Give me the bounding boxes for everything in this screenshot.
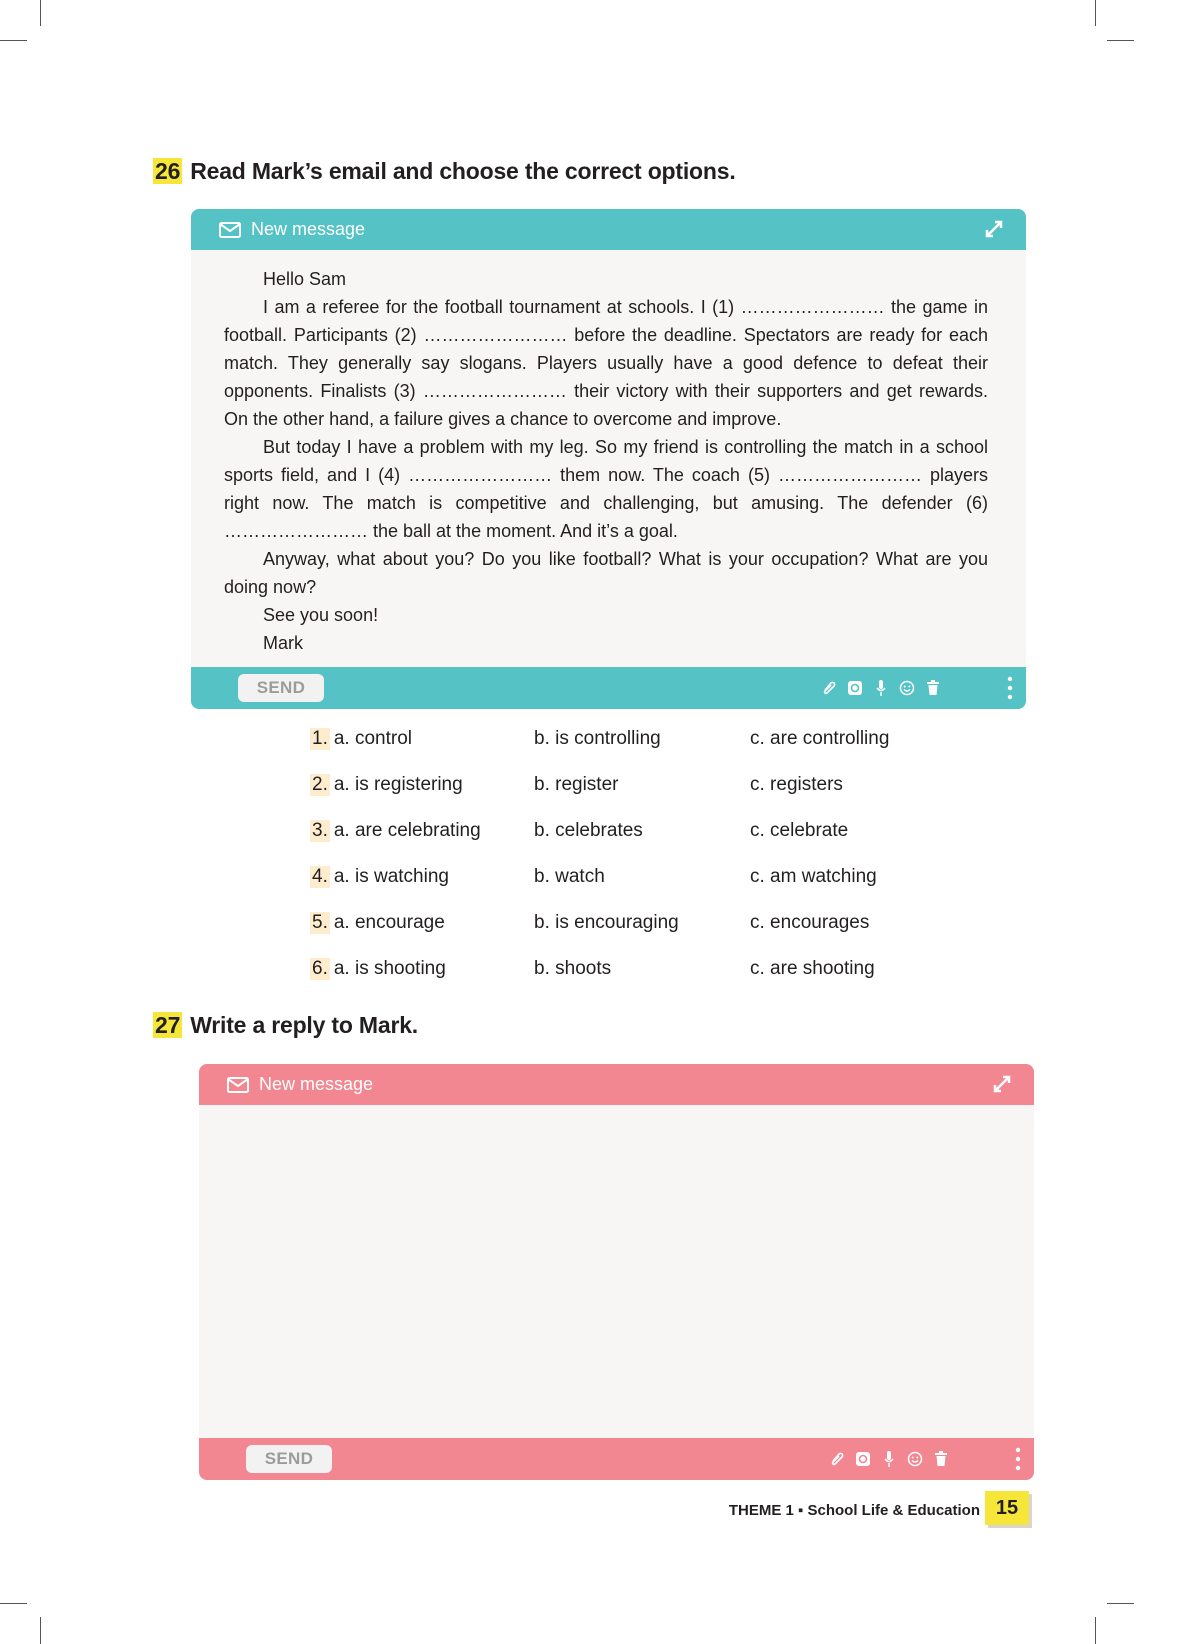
answer-options bbox=[310, 728, 950, 1004]
greeting: Hello Sam bbox=[263, 269, 347, 289]
crop-mark bbox=[0, 1603, 27, 1604]
send-button[interactable]: SEND bbox=[246, 1445, 332, 1473]
more-options-icon[interactable] bbox=[1014, 1446, 1022, 1472]
paragraph: Anyway, what about you? Do you like football? What is your occupation? What are you doing now? bbox=[224, 549, 988, 597]
expand-icon[interactable] bbox=[992, 1074, 1012, 1094]
option-a[interactable]: a. is registering bbox=[333, 774, 463, 795]
window-header bbox=[191, 209, 1026, 250]
crop-mark bbox=[40, 1617, 41, 1644]
crop-mark bbox=[40, 0, 41, 26]
closing: See you soon! bbox=[263, 605, 379, 625]
expand-icon[interactable] bbox=[984, 219, 1004, 239]
option-b[interactable]: b. is encouraging bbox=[534, 912, 679, 933]
option-b[interactable]: b. register bbox=[534, 774, 619, 795]
reply-window[interactable] bbox=[199, 1064, 1034, 1480]
exercise-instruction: Read Mark’s email and choose the correct options. bbox=[190, 158, 736, 184]
option-row bbox=[310, 820, 950, 866]
window-header bbox=[199, 1064, 1034, 1105]
option-b[interactable]: b. is controlling bbox=[534, 728, 661, 749]
toolbar bbox=[828, 1450, 950, 1468]
more-options-icon[interactable] bbox=[1006, 675, 1014, 701]
trash-icon[interactable] bbox=[932, 1450, 950, 1468]
email-body bbox=[224, 265, 988, 657]
paragraph: But today I have a problem with my leg. So my friend is controlling the match in a school sports field, and I (4) …………………… them now. The coach (5) …………………… players right now. The match is competitive and challenging, but amusing. The defender (6) …………………… the ball at the moment. And it’s a goal. bbox=[224, 437, 988, 541]
option-row bbox=[310, 728, 950, 774]
microphone-icon[interactable] bbox=[872, 679, 890, 697]
exercise-27-title bbox=[153, 1012, 418, 1039]
option-row bbox=[310, 774, 950, 820]
smiley-icon[interactable] bbox=[906, 1450, 924, 1468]
option-a[interactable]: a. is watching bbox=[333, 866, 449, 887]
option-b[interactable]: b. watch bbox=[534, 866, 605, 887]
page-number: 15 bbox=[985, 1491, 1029, 1525]
option-c[interactable]: c. registers bbox=[750, 774, 843, 795]
option-a[interactable]: a. is shooting bbox=[333, 958, 446, 979]
window-footer bbox=[191, 667, 1026, 709]
paperclip-icon[interactable] bbox=[828, 1450, 846, 1468]
question-number: 1. bbox=[312, 728, 328, 749]
camera-icon[interactable] bbox=[846, 679, 864, 697]
page-footer-theme: THEME 1 ▪ School Life & Education bbox=[728, 1502, 980, 1519]
option-row bbox=[310, 912, 950, 958]
microphone-icon[interactable] bbox=[880, 1450, 898, 1468]
option-a[interactable]: a. encourage bbox=[333, 912, 445, 933]
question-number: 2. bbox=[312, 774, 328, 795]
question-number: 4. bbox=[312, 866, 328, 887]
option-c[interactable]: c. are controlling bbox=[750, 728, 890, 749]
option-row bbox=[310, 958, 950, 1004]
question-number: 6. bbox=[312, 958, 328, 979]
option-c[interactable]: c. encourages bbox=[750, 912, 870, 933]
exercise-26-title bbox=[153, 158, 736, 185]
envelope-icon bbox=[219, 222, 241, 238]
smiley-icon[interactable] bbox=[898, 679, 916, 697]
send-button[interactable]: SEND bbox=[238, 674, 324, 702]
question-number: 5. bbox=[312, 912, 328, 933]
exercise-number: 27 bbox=[155, 1012, 181, 1038]
signature: Mark bbox=[263, 633, 303, 653]
paperclip-icon[interactable] bbox=[820, 679, 838, 697]
camera-icon[interactable] bbox=[854, 1450, 872, 1468]
crop-mark bbox=[1107, 40, 1134, 41]
envelope-icon bbox=[227, 1077, 249, 1093]
option-b[interactable]: b. shoots bbox=[534, 958, 612, 979]
option-a[interactable]: a. control bbox=[333, 728, 413, 749]
toolbar bbox=[820, 679, 942, 697]
crop-mark bbox=[0, 40, 27, 41]
option-a[interactable]: a. are celebrating bbox=[333, 820, 481, 841]
option-c[interactable]: c. celebrate bbox=[750, 820, 849, 841]
crop-mark bbox=[1095, 0, 1096, 26]
window-title: New message bbox=[259, 1074, 374, 1094]
option-row bbox=[310, 866, 950, 912]
option-b[interactable]: b. celebrates bbox=[534, 820, 643, 841]
exercise-number: 26 bbox=[155, 158, 181, 184]
window-footer bbox=[199, 1438, 1034, 1480]
email-window bbox=[191, 209, 1026, 709]
trash-icon[interactable] bbox=[924, 679, 942, 697]
option-c[interactable]: c. are shooting bbox=[750, 958, 875, 979]
exercise-instruction: Write a reply to Mark. bbox=[190, 1012, 418, 1038]
option-c[interactable]: c. am watching bbox=[750, 866, 877, 887]
crop-mark bbox=[1107, 1603, 1134, 1604]
question-number: 3. bbox=[312, 820, 328, 841]
window-title: New message bbox=[251, 219, 366, 239]
crop-mark bbox=[1095, 1617, 1096, 1644]
reply-text-area[interactable] bbox=[199, 1105, 1034, 1438]
paragraph: I am a referee for the football tournament at schools. I (1) …………………… the game in football. Participants (2) …………………… before the deadline. Spectators are ready for each match. They generally say slogans. Players usually have a good defence to defeat their opponents. Finalists (3) …………………… their victory with their supporters and get rewards. On the other hand, a failure gives a chance to overcome and improve. bbox=[224, 297, 988, 429]
